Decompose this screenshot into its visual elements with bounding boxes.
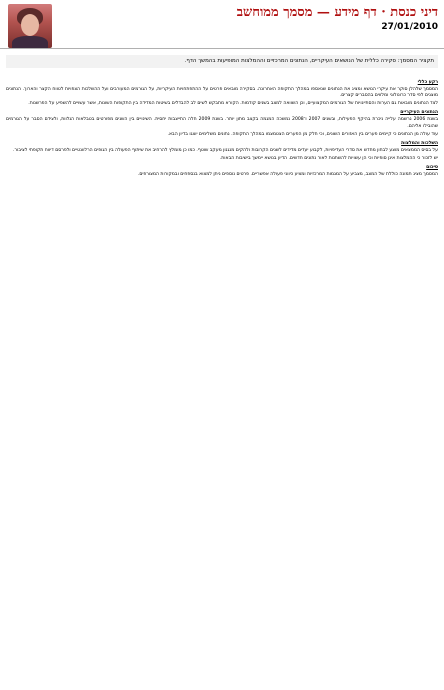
header (0, 0, 444, 49)
author-photo (8, 4, 52, 48)
paragraph: עוד עולה מן הנתונים כי קיימים פערים בין האזורים השונים, וכי חלק מן הפערים הצטמצמו במהלך התקופה. נתונים משלימים יוצגו בדיון הבא. (167, 131, 438, 137)
summary-bar: תקציר המסמך: סקירה כללית של הנושאים העיקריים, הנתונים המרכזיים וההמלצות המופיעות בהמשך הדף. (6, 55, 438, 68)
photo-face (21, 14, 39, 36)
section-heading: סיכום (426, 165, 438, 171)
section-heading: רקע כללי (417, 80, 438, 85)
publish-date: 27/01/2010 (381, 22, 438, 32)
article-body (6, 80, 438, 178)
page-title: דיני כנסת · דף מידע — מסמך ממוחשב (236, 5, 438, 20)
paragraph: יש לזכור כי ההמלצות אינן סופיות וכי הן עשויות להשתנות לאור נתונים חדשים. הדיון בנושא יימשך בישיבות הבאות. (219, 155, 438, 161)
paragraph: בשנת 2006 נרשמה עלייה ניכרת בהיקף הפעילות, ובשנים 2007 ו־2008 נמשכה המגמה בקצב מתון יותר. בשנת 2009 חלה התייצבות יחסית. השינויים בין השנים מפורטים בטבלאות הנלוות, ולצידם הסבר על הגורמים שהובילו אליהם. (6, 117, 439, 129)
section-heading: הנתונים העיקריים (400, 110, 438, 116)
paragraph: לצד הנתונים מובאות גם הערות והסתייגויות של הגורמים המקצועיים, וכן השוואה למצב בשנים קודמות. הקורא מתבקש לשים לב להבדלים בשיטות המדידה בין התקופות השונות, אשר עשויים להשפיע על הפרשנות. (28, 101, 438, 107)
section-heading: השלכות והמלצות (401, 140, 438, 146)
paragraph: על בסיס הממצאים מוצע לבחון מחדש את סדרי העדיפויות, לקבוע יעדים מדידים לשנים הקרובות ולהקים מנגנון מעקב שוטף. כמו כן מומלץ להרחיב את שיתוף הפעולה בין הגופים הרלוונטיים ולפרסם דיווח תקופתי לציבור. (13, 147, 438, 153)
photo-shoulders (12, 36, 48, 48)
paragraph: המסמך מציג תמונה כוללת של המצב, מצביע על המגמות המרכזיות ומציע כיווני פעולה אפשריים. פרטים נוספים ניתן למצוא בנספחים ובמקורות המצורפים. (137, 172, 438, 178)
paragraph: המסמך שלהלן סוקר את עיקרי הנושא ומציג את הנתונים שנאספו במהלך התקופה האחרונה. בסקירה מובאים פרטים על ההתפתחויות העיקריות, על הגורמים המעורבים ועל ההשלכות הצפויות לטווח הקצר והארוך. הנתונים מוצגים לפי סדר כרונולוגי ומלווים בהסברים קצרים. (6, 87, 438, 99)
